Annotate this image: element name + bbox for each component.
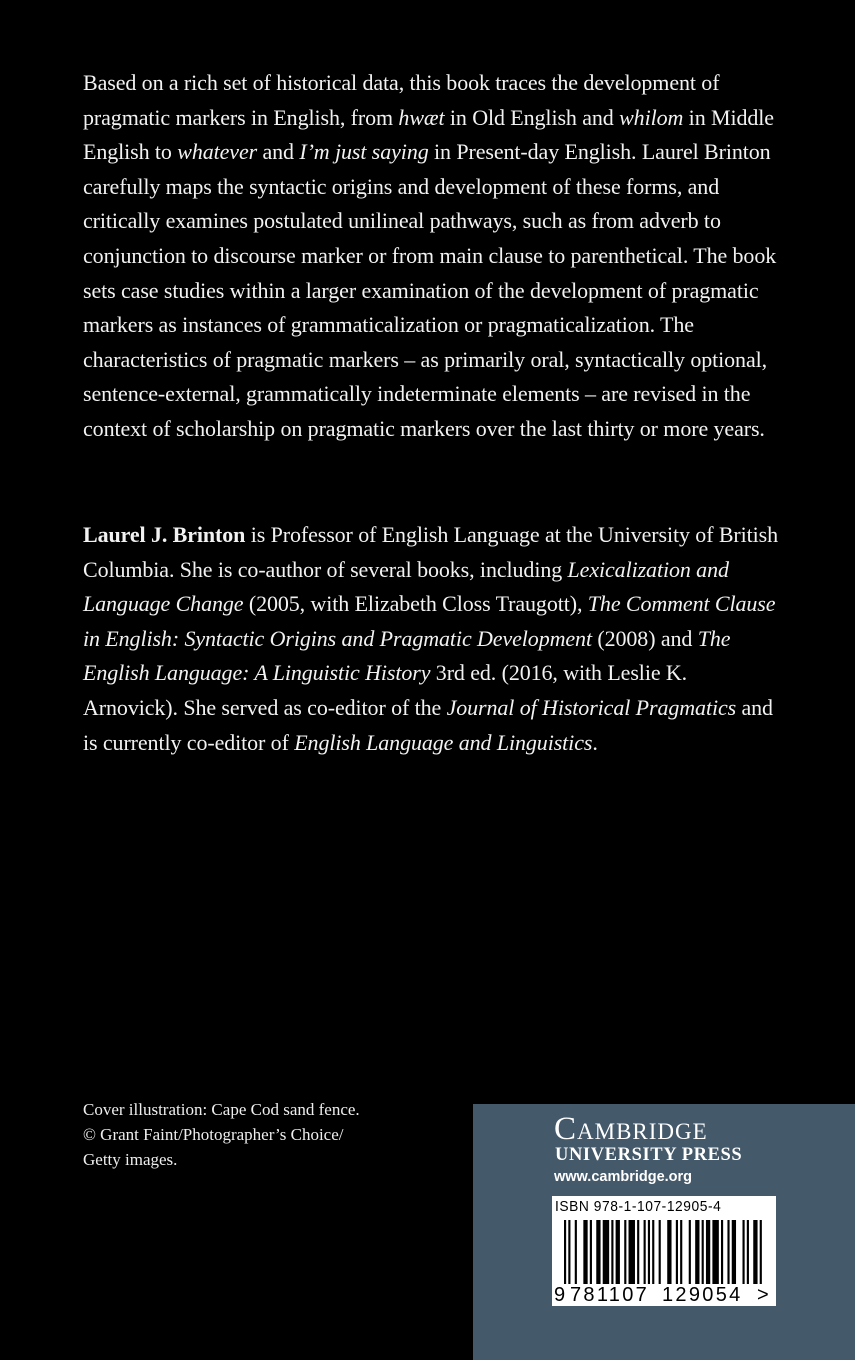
book-title-2: The Comment Clause in English: Syntactic Origins and Pragmatic Development: [83, 591, 776, 651]
author-name: Laurel J. Brinton: [83, 522, 246, 547]
term-whatever: whatever: [177, 139, 258, 165]
barcode-digits-right: 129054: [662, 1284, 743, 1306]
book-title-1: Lexicalization and Language Change: [83, 556, 729, 617]
credit-line-1: Cover illustration: Cape Cod sand fence.: [83, 1100, 360, 1119]
journal-title-1: Journal of Historical Pragmatics: [446, 694, 737, 720]
credit-line-2: © Grant Faint/Photographer’s Choice/: [83, 1125, 344, 1144]
publisher-subtitle: UNIVERSITY PRESS: [555, 1145, 743, 1165]
barcode-bars: [564, 1220, 764, 1284]
publisher-panel: [473, 1104, 855, 1360]
publisher-url: www.cambridge.org: [554, 1169, 693, 1185]
book-description: [83, 66, 783, 447]
journal-title-2: English Language and Linguistics: [294, 729, 593, 755]
barcode-arrow: >: [757, 1284, 769, 1306]
publisher-logo-name: Cambridge: [554, 1111, 708, 1147]
cover-credit: [83, 1097, 423, 1172]
barcode-digits-left: 781107: [570, 1284, 650, 1306]
bio-paragraph: Laurel J. Brinton is Professor of English Language at the University of British Columbia. She is co-author of several books, including Lexicalization and Language Change (2005, with Elizabeth Closs Traugott), The Comment Clause in English: Syntactic Origins and Pragmatic Development (2008) and The English Language: A Linguistic History 3rd ed. (2016, with Leslie K. Arnovick). She served as co-editor of the Journal of Historical Pragmatics and is currently co-editor of English Language and Linguistics.: [83, 522, 779, 755]
book-title-3: The English Language: A Linguistic History: [83, 625, 731, 686]
isbn-label: ISBN 978-1-107-12905-4: [555, 1198, 722, 1215]
term-just-saying: I’m just saying: [299, 139, 429, 165]
credit-line-3: Getty images.: [83, 1150, 178, 1169]
barcode-digit-first: 9: [554, 1284, 566, 1306]
term-hwaet: hwæt: [398, 104, 445, 130]
author-bio: [83, 518, 783, 760]
barcode-digits: [552, 1284, 776, 1306]
description-paragraph: Based on a rich set of historical data, this book traces the development of pragmatic markers in English, from hwæt in Old English and whilom in Middle English to whatever and I’m just saying in Present-day English. Laurel Brinton carefully maps the syntactic origins and development of these forms, and critically examines postulated unilineal pathways, such as from adverb to conjunction to discourse marker or from main clause to parenthetical. The book sets case studies within a larger examination of the development of pragmatic markers as instances of grammaticalization or pragmaticalization. The characteristics of pragmatic markers – as primarily oral, syntactically optional, sentence-external, grammatically indeterminate elements – are revised in the context of scholarship on pragmatic markers over the last thirty or more years.: [83, 70, 777, 441]
term-whilom: whilom: [619, 104, 684, 130]
isbn-barcode: [552, 1196, 776, 1306]
